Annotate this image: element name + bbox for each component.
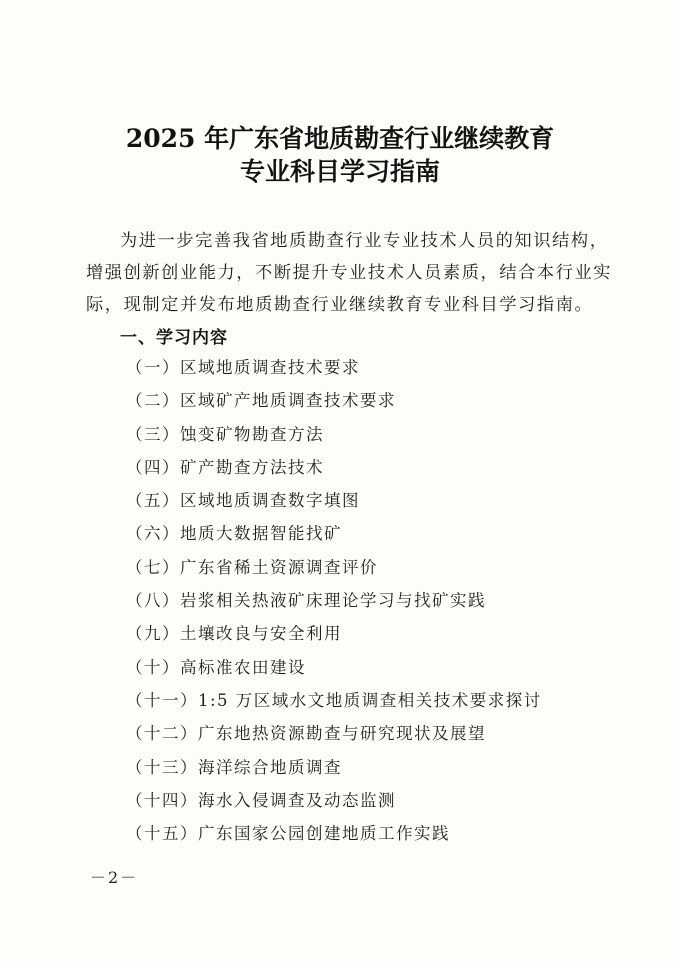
list-item: （三）蚀变矿物勘查方法 <box>126 424 324 444</box>
document-title-line-2: 专业科目学习指南 <box>239 157 440 186</box>
list-item: （十）高标准农田建设 <box>126 657 306 677</box>
list-item: （二）区域矿产地质调查技术要求 <box>126 391 396 411</box>
list-item: （十一）1:5 万区域水文地质调查相关技术要求探讨 <box>126 690 542 710</box>
list-item: （十四）海水入侵调查及动态监测 <box>126 790 396 810</box>
list-item: （十三）海洋综合地质调查 <box>126 757 342 777</box>
list-item: （九）土壤改良与安全利用 <box>126 624 342 644</box>
list-item: （八）岩浆相关热液矿床理论学习与找矿实践 <box>126 591 486 611</box>
intro-paragraph-line: 际，现制定并发布地质勘查行业继续教育专业科目学习指南。 <box>86 295 594 315</box>
list-item: （十二）广东地热资源勘查与研究现状及展望 <box>126 724 486 744</box>
intro-paragraph-line: 为进一步完善我省地质勘查行业专业技术人员的知识结构， <box>120 231 609 251</box>
list-item: （一）区域地质调查技术要求 <box>126 358 360 377</box>
list-item: （六）地质大数据智能找矿 <box>126 524 342 544</box>
list-item: （十五）广东国家公园创建地质工作实践 <box>126 824 450 844</box>
list-item: （七）广东省稀土资源调查评价 <box>126 557 378 577</box>
intro-paragraph-line: 增强创新创业能力，不断提升专业技术人员素质，结合本行业实 <box>86 263 613 283</box>
list-item: （五）区域地质调查数字填图 <box>126 491 360 511</box>
document-title-line-1: 2025 年广东省地质勘查行业继续教育 <box>125 124 555 153</box>
section-heading: 一、学习内容 <box>120 328 228 348</box>
study-content-list <box>126 351 542 850</box>
page-number: －2－ <box>90 868 139 887</box>
list-item: （四）矿产勘查方法技术 <box>126 457 324 477</box>
